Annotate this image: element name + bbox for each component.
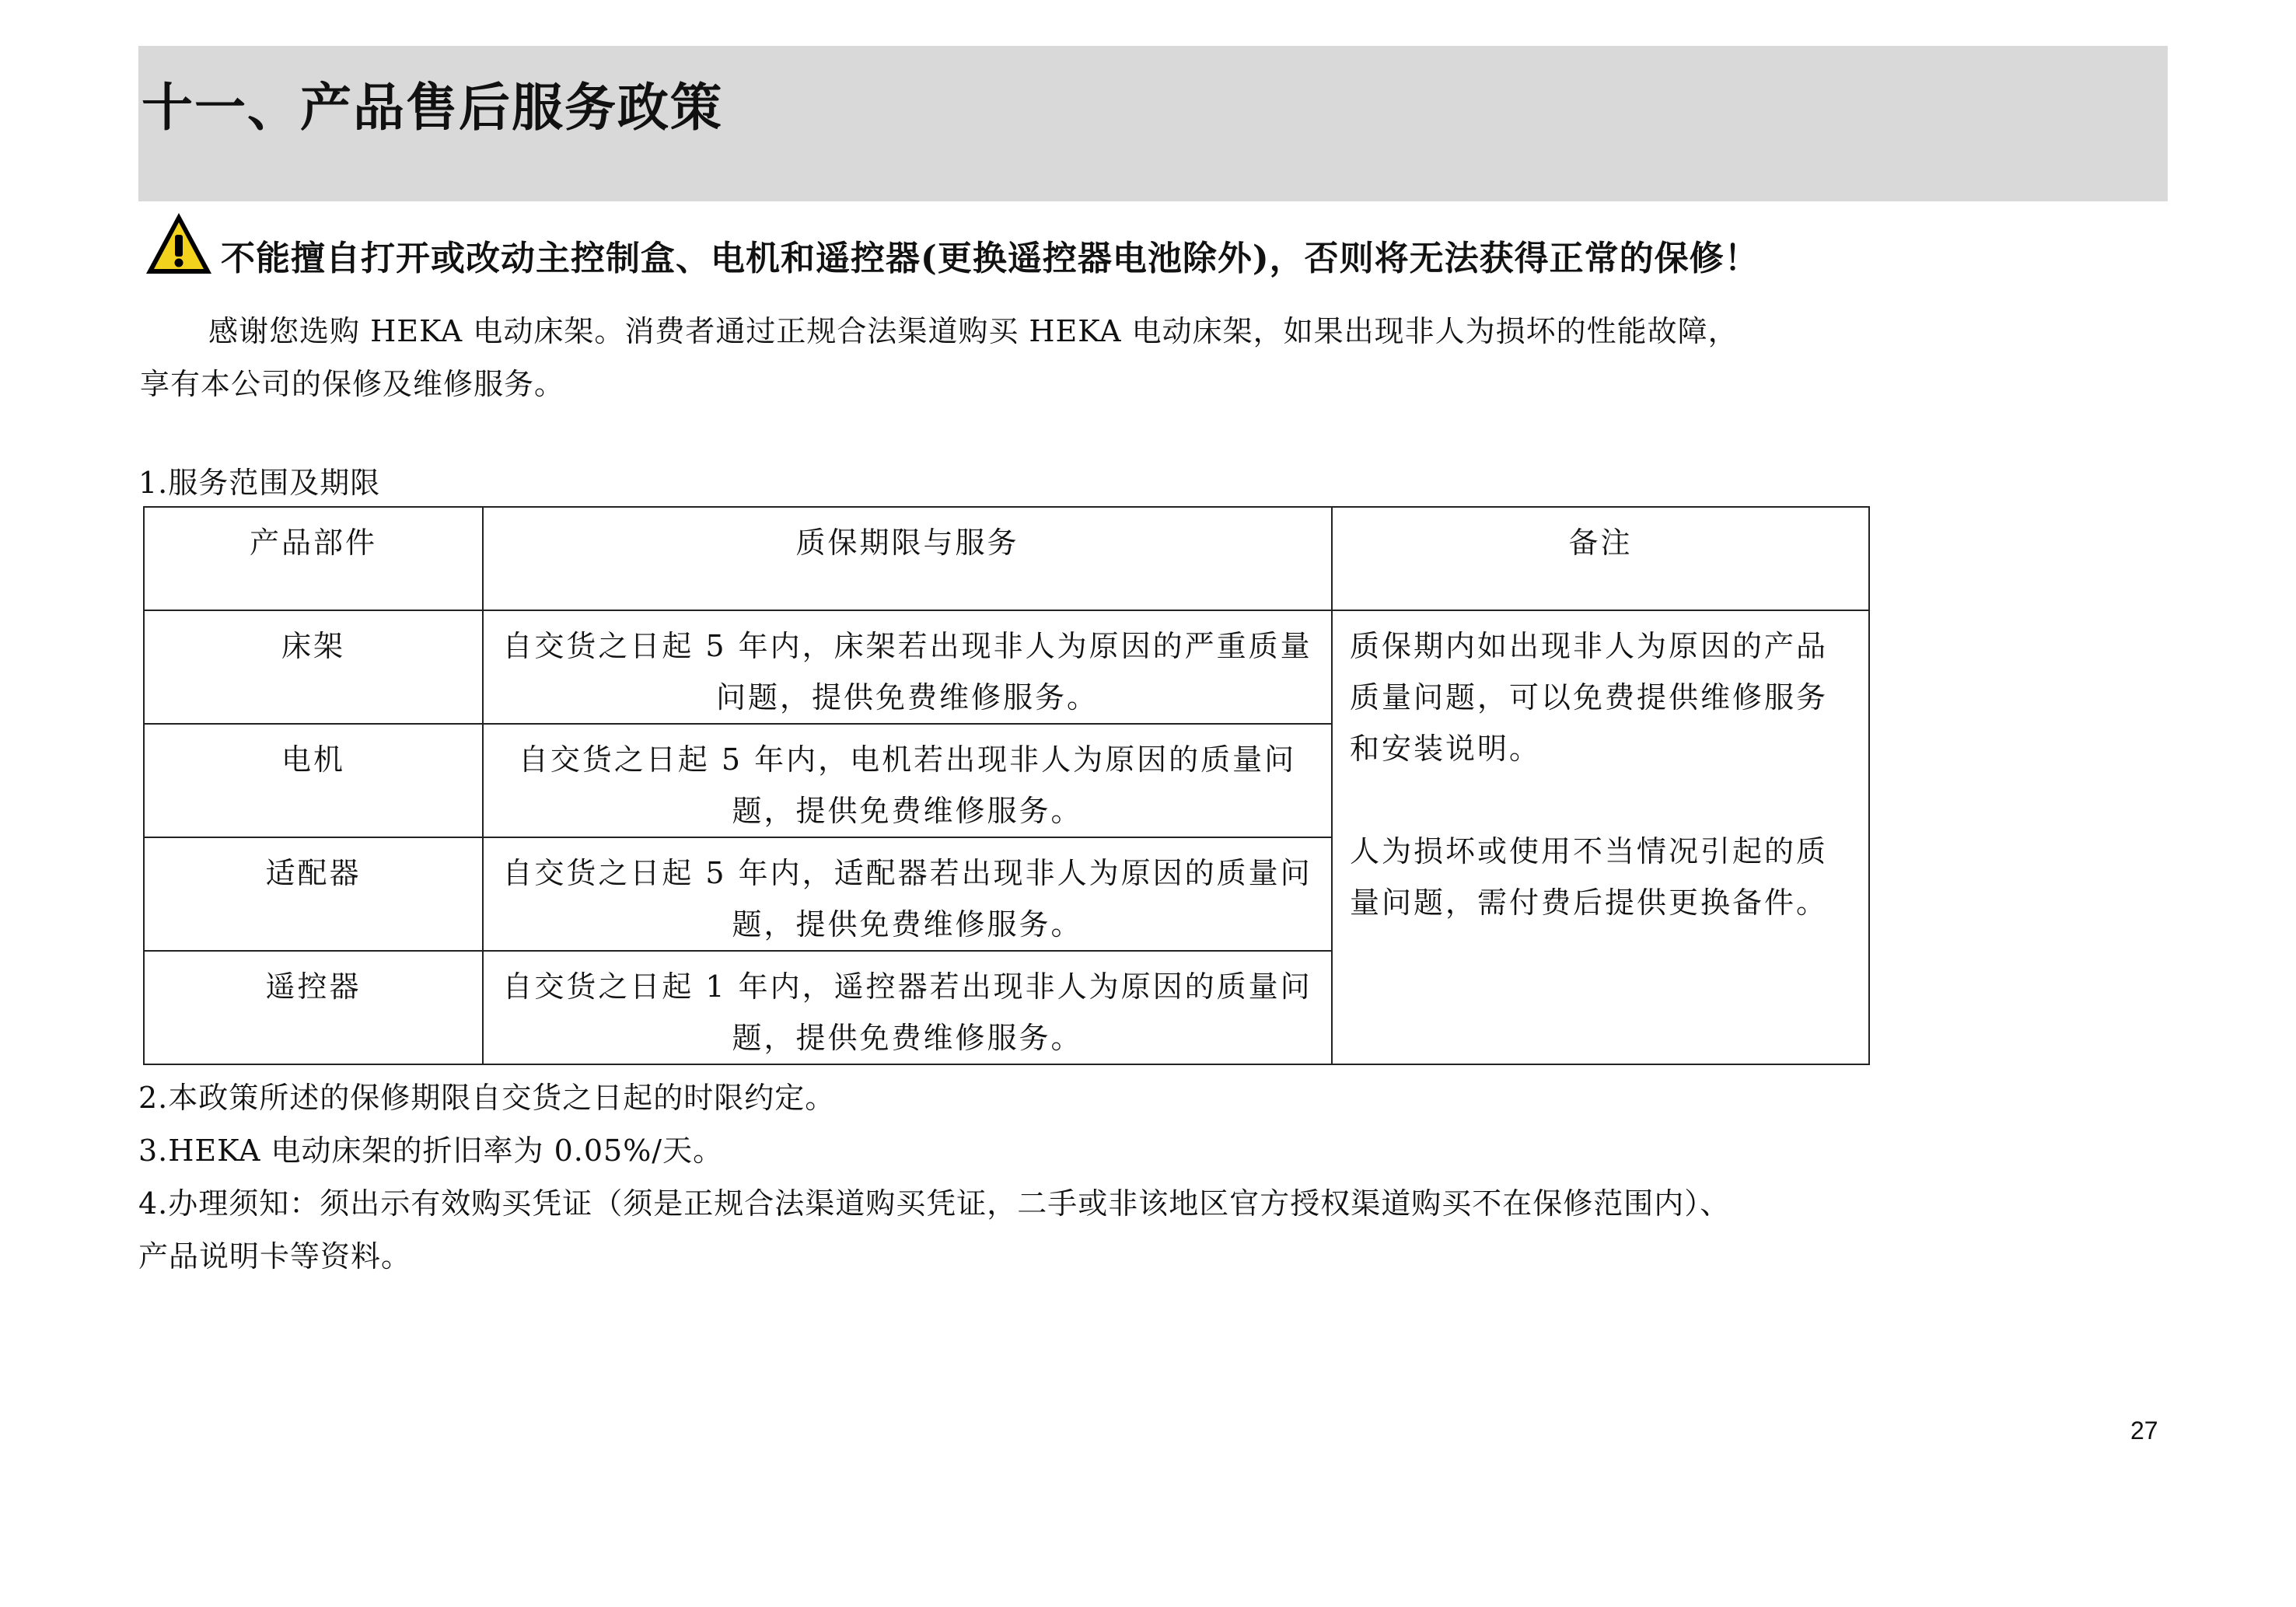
- page-number: 27: [2130, 1417, 2158, 1445]
- policy-item-4-line-1: 4.办理须知：须出示有效购买凭证（须是正规合法渠道购买凭证，二手或非该地区官方授权渠道购买不在保修范围内）、: [138, 1186, 1731, 1221]
- cell-service: 自交货之日起 5 年内，电机若出现非人为原因的质量问题，提供免费维修服务。: [483, 724, 1332, 837]
- cell-part: 电机: [144, 724, 483, 837]
- section-header-band: [138, 46, 2168, 201]
- section-heading-service-scope: 1.服务范围及期限: [138, 466, 381, 500]
- intro-paragraph: [140, 305, 2037, 410]
- warning-text: 不能擅自打开或改动主控制盒、电机和遥控器(更换遥控器电池除外)，否则将无法获得正常的保修！: [221, 239, 1760, 278]
- policy-item-4-line-2: 产品说明卡等资料。: [138, 1239, 412, 1273]
- warning-triangle-icon: [143, 210, 215, 277]
- column-header-service: 质保期限与服务: [483, 507, 1332, 610]
- policy-list: [138, 1071, 1730, 1283]
- notes-paragraph-2: 人为损坏或使用不当情况引起的质量问题，需付费后提供更换备件。: [1350, 834, 1829, 920]
- table-row: [144, 610, 1869, 724]
- column-header-notes: 备注: [1332, 507, 1869, 610]
- cell-service: 自交货之日起 1 年内，遥控器若出现非人为原因的质量问题，提供免费维修服务。: [483, 951, 1332, 1064]
- cell-notes: [1332, 610, 1869, 1064]
- cell-part: 床架: [144, 610, 483, 724]
- policy-item-2: 2.本政策所述的保修期限自交货之日起的时限约定。: [138, 1081, 836, 1115]
- table-header-row: [144, 507, 1869, 610]
- notes-paragraph-1: 质保期内如出现非人为原因的产品质量问题，可以免费提供维修服务和安装说明。: [1350, 629, 1829, 766]
- cell-service: 自交货之日起 5 年内，适配器若出现非人为原因的质量问题，提供免费维修服务。: [483, 837, 1332, 951]
- cell-part: 适配器: [144, 837, 483, 951]
- intro-line-2: 享有本公司的保修及维修服务。: [140, 367, 565, 401]
- cell-part: 遥控器: [144, 951, 483, 1064]
- page-title: 十一、产品售后服务政策: [142, 77, 723, 138]
- policy-item-3: 3.HEKA 电动床架的折旧率为 0.05%/天。: [138, 1134, 724, 1168]
- column-header-part: 产品部件: [144, 507, 483, 610]
- intro-line-1: 感谢您选购 HEKA 电动床架。消费者通过正规合法渠道购买 HEKA 电动床架，如果出现非人为损坏的性能故障，: [208, 314, 1739, 348]
- warranty-table: [143, 506, 1870, 1065]
- notes-spacer: [1350, 774, 1851, 826]
- cell-service: 自交货之日起 5 年内，床架若出现非人为原因的严重质量问题，提供免费维修服务。: [483, 610, 1332, 724]
- warning-notice: [143, 210, 1760, 277]
